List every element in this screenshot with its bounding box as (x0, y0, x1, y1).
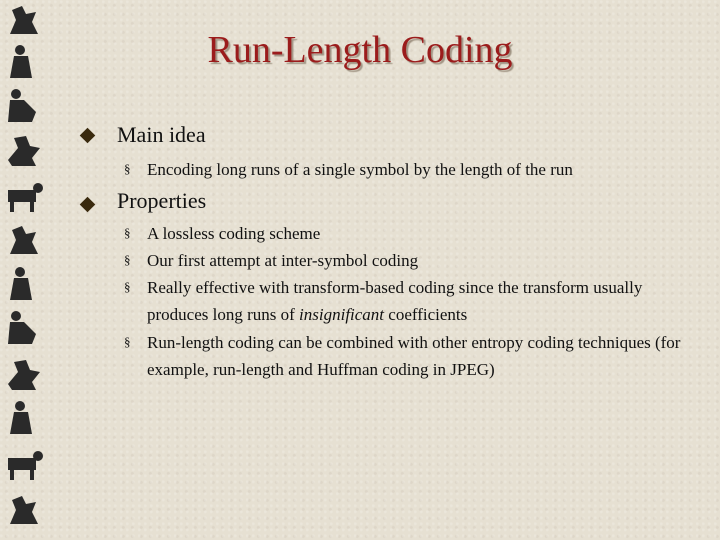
hieroglyph-bird-icon (2, 220, 44, 260)
diamond-bullet-icon (80, 128, 96, 144)
hieroglyph-figure-icon (2, 398, 44, 438)
hieroglyph-figure-icon (2, 264, 44, 304)
hieroglyph-bird-icon (2, 490, 44, 530)
sub-bullet-marker: § (124, 334, 131, 349)
bullet-main-idea: Main idea (117, 122, 206, 147)
emphasis-text: insignificant (299, 305, 385, 324)
sub-bullet-item: Run-length coding can be combined with other entropy coding techniques (for example, run-length and Huffman coding in JPEG) (147, 333, 681, 379)
hieroglyph-animal-icon (2, 444, 44, 484)
bullet-properties: Properties (117, 188, 207, 213)
sub-bullet-item: A lossless coding scheme (147, 224, 321, 243)
sub-bullet-item: Encoding long runs of a single symbol by the length of the run (147, 160, 573, 179)
sub-bullet-marker: § (124, 161, 131, 176)
slide-title: Run-Length Coding (207, 29, 513, 71)
hieroglyph-border (0, 0, 48, 540)
diamond-bullet-icon (80, 197, 96, 213)
sub-bullet-item: Our first attempt at inter-symbol coding (147, 251, 419, 270)
hieroglyph-bird-icon (2, 354, 44, 394)
sub-bullet-marker: § (124, 252, 131, 267)
sub-bullet-marker: § (124, 279, 131, 294)
hieroglyph-seated-figure-icon (2, 308, 44, 348)
sub-bullet-marker: § (124, 225, 131, 240)
hieroglyph-animal-icon (2, 176, 44, 216)
hieroglyph-seated-figure-icon (2, 86, 44, 126)
sub-bullet-item-transform: Really effective with transform-based coding since the transform usually produces long runs of insignificant coefficients (147, 278, 643, 324)
hieroglyph-bird-icon (2, 130, 44, 170)
